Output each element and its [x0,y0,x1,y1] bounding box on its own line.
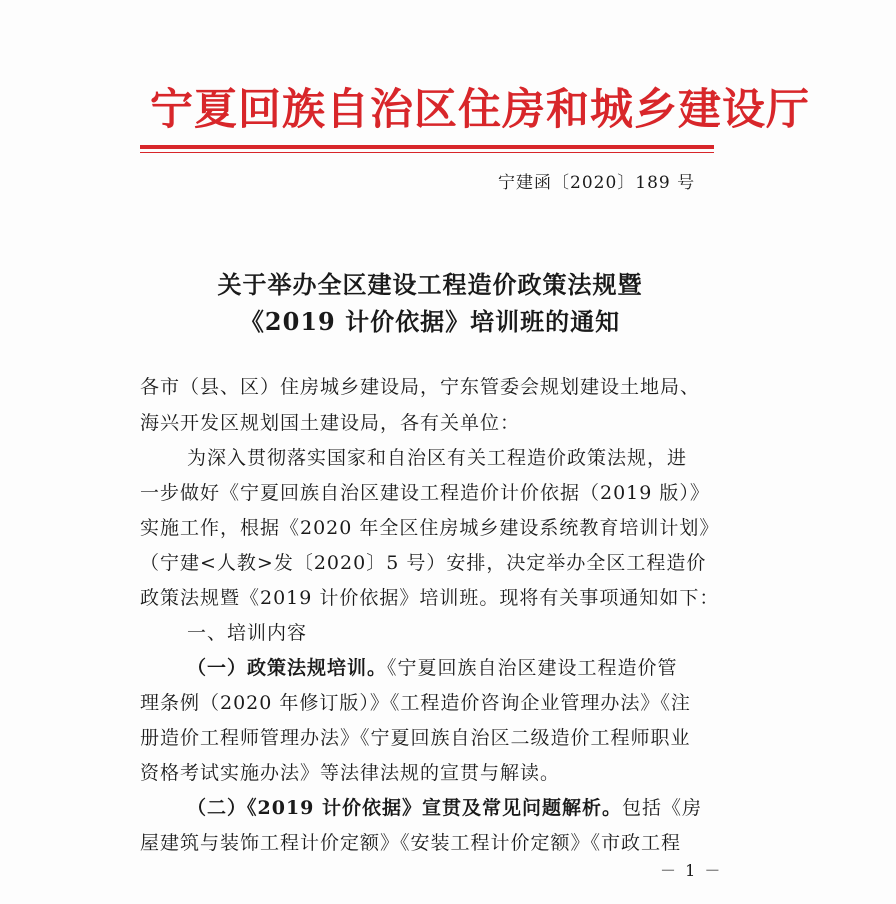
issuing-authority-header: 宁夏回族自治区住房和城乡建设厅 [150,85,810,135]
paragraph-1-line-2: 一步做好《宁夏回族自治区建设工程造价计价依据（2019 版）》 [140,482,710,504]
item-2-lead: （二）《2019 计价依据》宣贯及常见问题解析。 [187,797,622,819]
red-header-rule [140,145,714,149]
item-1-line-4: 资格考试实施办法》等法律法规的宣贯与解读。 [140,762,561,784]
document-title-line-1: 关于举办全区建设工程造价政策法规暨 [217,270,643,299]
document-number: 宁建函〔2020〕189 号 [498,173,696,193]
item-2-line-2: 屋建筑与装饰工程计价定额》《安装工程计价定额》《市政工程 [140,832,682,854]
page-number: － 1 － [660,861,723,880]
paragraph-1-line-5: 政策法规暨《2019 计价依据》培训班。现将有关事项通知如下： [140,587,720,609]
item-1-line-2: 理条例（2020 年修订版）》《工程造价咨询企业管理办法》《注 [140,692,691,714]
document-title-line-2: 《2019 计价依据》培训班的通知 [239,307,621,336]
section-1-heading: 一、培训内容 [187,622,308,644]
paragraph-1-line-1: 为深入贯彻落实国家和自治区有关工程造价政策法规，进 [187,447,688,469]
addressee-line-2: 海兴开发区规划国土建设局，各有关单位： [140,412,521,434]
item-2-text: 包括《房 [622,797,703,819]
item-1-line-1 [187,653,678,680]
red-header-rule-thin [140,152,714,153]
item-1-line-3: 册造价工程师管理办法》《宁夏回族自治区二级造价工程师职业 [140,727,691,749]
item-1-lead: （一）政策法规培训。 [187,657,388,679]
paragraph-1-line-3: 实施工作，根据《2020 年全区住房城乡建设系统教育培训计划》 [140,517,720,539]
item-2-line-1 [187,793,702,820]
addressee-line-1: 各市（县、区）住房城乡建设局，宁东管委会规划建设土地局、 [140,376,701,398]
paragraph-1-line-4: （宁建<人教>发〔2020〕5 号）安排，决定举办全区工程造价 [140,552,707,574]
item-1-text: 《宁夏回族自治区建设工程造价管 [387,657,678,679]
